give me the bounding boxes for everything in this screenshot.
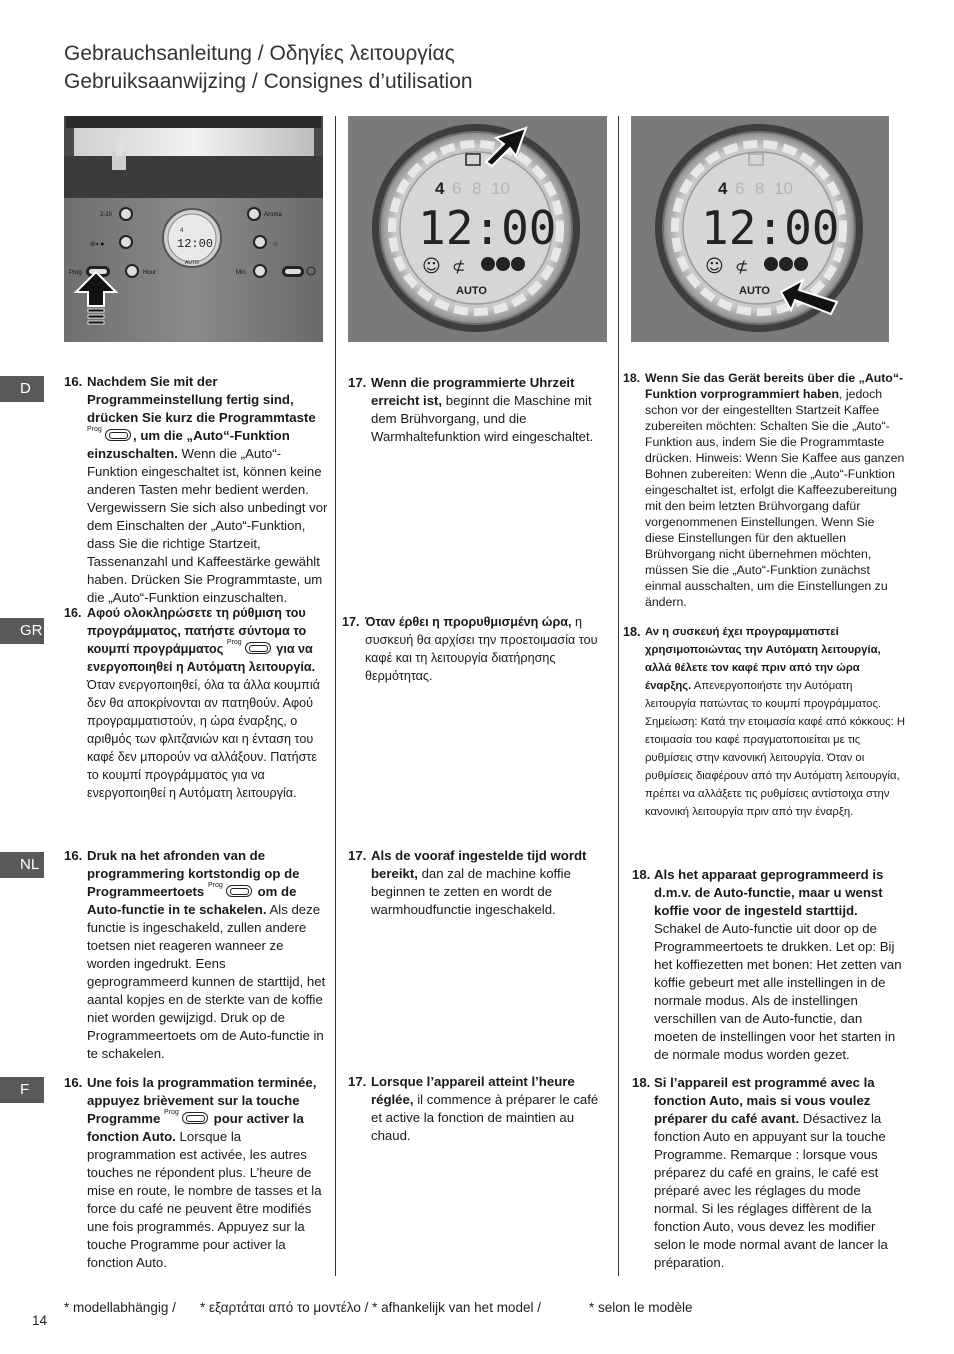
cups-selected: 4 <box>718 179 728 198</box>
footnote-de: * modellabhängig / <box>64 1300 176 1315</box>
display-auto: AUTO <box>739 285 770 297</box>
column-divider-2 <box>618 116 619 1276</box>
step-16-nl: 16. Druk na het afronden van de programmering kortstondig op de Programmeertoets Prog om de Auto-functie in te schakelen. Als deze functie is ingeschakeld, zullen andere toetsen niet reageren wanneer ze worden ingedrukt. Eens geprogrammeerd kunnen de starttijd, het aantal kopjes en de sterkte van de koffie niet worden gewijzigd. Druk op de Programmeertoets om de Auto-functie in te schakelen. <box>64 848 326 1061</box>
display-time: 12:00 <box>701 201 840 255</box>
page-header <box>64 40 473 96</box>
step-17-fr: 17. Lorsque l’appareil atteint l’heure réglée, il commence à préparer le café et active la fonction de maintien au chaud. <box>348 1074 599 1143</box>
label-prog: Prog <box>69 270 82 276</box>
figure-display-start <box>348 116 607 342</box>
cups-6: 6 <box>735 179 745 198</box>
cups-8: 8 <box>472 179 482 198</box>
cups-selected: 4 <box>435 179 445 198</box>
lang-tab-d: D <box>0 376 44 402</box>
svg-text:☺: ☺ <box>272 241 280 248</box>
figure-machine-panel <box>64 116 323 342</box>
prog-button-icon: Prog <box>87 428 133 443</box>
step-16-gr: 16. Αφού ολοκληρώσετε τη ρύθμιση του προγράμματος, πατήστε σύντομα το κουμπί προγράμματος Prog για να ενεργοποιηθεί η Αυτόματη λειτουργία. Όταν ενεργοποιηθεί, όλα τα άλλα κουμπιά δεν θα αποκρίνονται αν πατηθούν. Αφού προγραμματιστούν, η ώρα έναρξης, ο αριθμός των φλιτζανιών και η ένταση του καφέ δεν μπορούν να αλλάξουν. Πατήστε το κουμπί προγράμματος για να ενεργοποιηθεί η Αυτόματη λειτουργία. <box>64 606 320 800</box>
prog-button-icon: Prog <box>208 884 254 899</box>
header-title-line1: Gebrauchsanleitung / Οδηγίες λειτουργίας <box>64 42 455 65</box>
label-cups: 2-10 <box>100 212 113 218</box>
label-min: Min <box>236 270 246 276</box>
footnote-gr-nl: * εξαρτάται από το μοντέλο / * afhankelijk van het model / <box>200 1300 541 1315</box>
step-18-nl: 18. Als het apparaat geprogrammeerd is d.m.v. de Auto-functie, maar u wenst koffie voor de ingesteld starttijd. Schakel de Auto-functie uit door op de Programmeertoets te drukken. Let op: Bij het koffiezetten met bonen: Het zetten van koffie gebeurt met alle instellingen in de normale modus. Als de instellingen verschillen van de Auto-functie, dan moeten de instellingen voor het starten in de normale modus worden gezet. <box>632 867 902 1062</box>
machine-display-cups: 4 <box>180 228 184 234</box>
label-hour: Hour <box>143 270 157 276</box>
cups-10: 10 <box>774 179 793 198</box>
no-beans-icon: ⊄ <box>452 257 466 276</box>
display-time: 12:00 <box>418 201 557 255</box>
step-17-nl: 17. Als de vooraf ingestelde tijd wordt bereikt, dan zal de machine koffie beginnen te zetten en wordt de warmhoudfunctie ingeschakeld. <box>348 848 587 917</box>
step-17-gr: 17. Όταν έρθει η προρυθμισμένη ώρα, η συσκευή θα αρχίσει την προετοιμασία του καφέ και τη λειτουργία διατήρησης θερμότητας. <box>342 615 598 683</box>
step-18-de: 18. Wenn Sie das Gerät bereits über die „Auto“-Funktion vorprogrammiert haben, jedoch schon vor der eingestellten Startzeit Kaffee zubereiten möchten: Schalten Sie die „Auto“-Funktion aus, indem Sie die Programmtaste drücken. Hinweis: Wenn Sie Kaffee aus ganzen Bohnen zubereiten: Wenn die „Auto“-Funktion eingeschaltet ist, erfolgt die Kaffeezubereitung mit den beim letzten Brühvorgang dafür vorgenommenen Einstellungen. Wenn Sie diese Einstellungen für den aktuellen Brühvorgang nicht übernehmen möchten, müssen Sie die „Auto“-Funktion zunächst einmal ausschalten, um die Einstellungen zu ändern. <box>623 371 905 609</box>
step-16-fr: 16. Une fois la programmation terminée, appuyez brièvement sur la touche Programme Prog pour activer la fonction Auto. Lorsque la programmation est activée, les autres touches ne répondent plus. L’heure de mise en route, le nombre de tasses et la force du café ne peuvent être modifiés une fois programmés. Appuyez sur la touche Programme pour activer la fonction Auto. <box>64 1075 322 1270</box>
smiley-icon: ☺ <box>705 256 724 277</box>
machine-display-time: 12:00 <box>177 237 214 251</box>
step-17-de: 17. Wenn die programmierte Uhrzeit erreicht ist, beginnt die Maschine mit dem Brühvorgang, und die Warmhaltefunktion wird eingeschaltet. <box>348 375 594 444</box>
column-divider-1 <box>335 116 336 1276</box>
page-number: 14 <box>32 1313 48 1328</box>
lang-tab-gr: GR <box>0 618 44 644</box>
smiley-icon: ☺ <box>422 256 441 277</box>
figure-display-auto <box>631 116 889 342</box>
cups-8: 8 <box>755 179 765 198</box>
machine-display-auto: AUTO <box>185 260 199 266</box>
prog-button-icon: Prog <box>227 641 273 656</box>
cups-10: 10 <box>491 179 510 198</box>
step-18-gr: 18. Αν η συσκευή έχει προγραμματιστεί χρησιμοποιώντας την Αυτόματη λειτουργία, αλλά θέλετε τον καφέ πριν από την ώρα έναρξης. Απενεργοποιήστε την Αυτόματη λειτουργία πατώντας το κουμπί προγράμματος. Σημείωση: Κατά την ετοιμασία καφέ από κόκκους: Η ετοιμασία του καφέ πραγματοποιείται με τις ρυθμίσεις στην κανονική λειτουργία. Όταν οι ρυθμίσεις διαφέρουν από την Αυτόματη λειτουργία, πρέπει να αλλάξετε τις ρυθμίσεις αντίστοιχα στην κανονική λειτουργία πριν από την έναρξη. <box>623 625 906 818</box>
no-beans-icon: ⊄ <box>735 257 749 276</box>
display-auto: AUTO <box>456 285 487 297</box>
lang-tab-f: F <box>0 1077 44 1103</box>
step-18-fr: 18. Si l’appareil est programmé avec la fonction Auto, mais si vous voulez préparer du café avant. Désactivez la fonction Auto en appuyant sur la touche Programme. Remarque : lorsque vous préparez du café en grains, le café est préparé avec les réglages du mode normal. Si les réglages diffèrent de la fonction Auto, vous devez les modifier selon le mode normal avant de lancer la préparation. <box>632 1075 888 1270</box>
header-title-line2: Gebruiksaanwijzing / Consignes d’utilisation <box>64 70 473 93</box>
lang-tab-nl: NL <box>0 852 44 878</box>
svg-text:⊘◐●: ⊘◐● <box>90 241 105 248</box>
step-16-de: 16. Nachdem Sie mit der Programmeinstellung fertig sind, drücken Sie kurz die Programmtaste Prog , um die „Auto“-Funktion einzuschalten. Wenn die „Auto“-Funktion eingeschaltet ist, können keine anderen Tasten mehr bedient werden. Vergewissern Sie sich also unbedingt vor dem Einschalten der „Auto“-Funktion, dass Sie die richtige Startzeit, Tassenanzahl und Kaffeestärke gewählt haben. Drücken Sie Programmtaste, um die „Auto“-Funktion einzuschalten. <box>64 374 328 605</box>
cups-6: 6 <box>452 179 462 198</box>
prog-button-icon: Prog <box>164 1111 210 1126</box>
label-aroma: Aroma <box>264 212 282 218</box>
footnote-fr: * selon le modèle <box>589 1300 693 1315</box>
